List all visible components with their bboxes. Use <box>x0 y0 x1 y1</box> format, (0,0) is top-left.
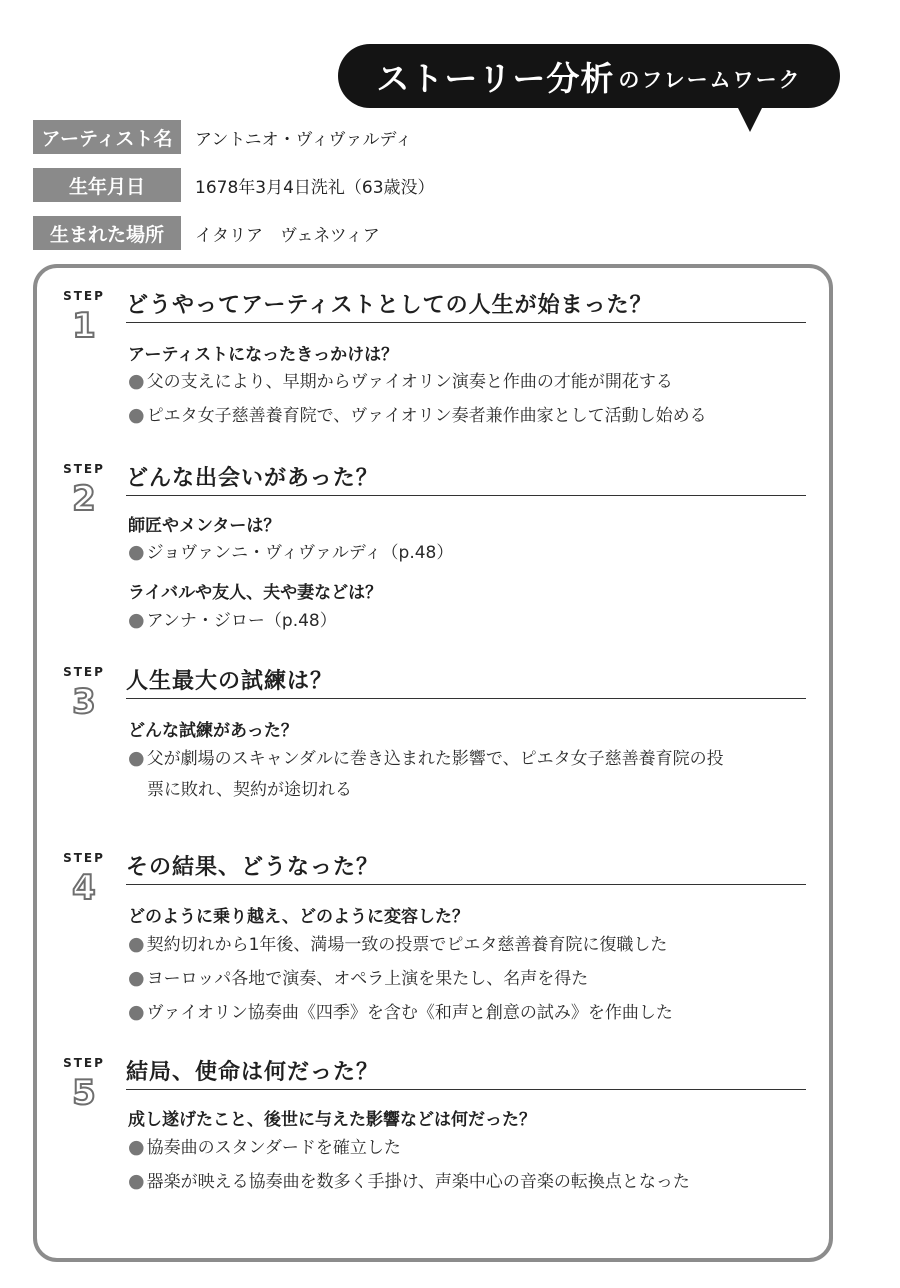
profile-value: アントニオ・ヴィヴァルディ <box>195 129 413 150</box>
profile-label: アーティスト名 <box>33 120 181 154</box>
step-question: 師匠やメンターは？ <box>128 516 281 536</box>
step-question: ライバルや友人、夫や妻などは？ <box>128 583 383 603</box>
bullet-icon: ● <box>128 967 145 989</box>
step-badge-icon <box>54 1051 118 1111</box>
step-heading: 人生最大の試練は？ <box>126 664 806 699</box>
list-item: ● アンナ・ジロー（p.48） <box>128 609 337 631</box>
profile-label: 生年月日 <box>33 168 181 202</box>
step-question: どのように乗り越え、どのように変容した？ <box>128 907 470 927</box>
bullet-icon: ● <box>128 609 145 631</box>
profile-row-birthplace <box>33 216 380 250</box>
profile-row-name <box>33 120 412 154</box>
profile-row-birthdate <box>33 168 435 202</box>
profile-value: イタリア ヴェネツィア <box>195 225 380 246</box>
bullet-icon: ● <box>128 370 145 392</box>
bullet-icon: ● <box>128 747 145 769</box>
list-item: ● 器楽が映える協奏曲を数多く手掛け、声楽中心の音楽の転換点となった <box>128 1170 690 1192</box>
step-question: 成し遂げたこと、後世に与えた影響などは何だった？ <box>128 1110 536 1130</box>
profile-value: 1678年3月4日洗礼（63歳没） <box>195 177 435 198</box>
bullet-icon: ● <box>128 1001 145 1023</box>
list-item: ● ピエタ女子慈善養育院で、ヴァイオリン奏者兼作曲家として活動し始める <box>128 404 707 426</box>
bullet-icon: ● <box>128 1170 145 1192</box>
list-item: ● 父の支えにより、早期からヴァイオリン演奏と作曲の才能が開花する <box>128 370 673 392</box>
step-badge-label: STEP <box>63 289 105 303</box>
list-item: ● ジョヴァンニ・ヴィヴァルディ（p.48） <box>128 541 454 563</box>
step-heading: その結果、どうなった？ <box>126 850 806 885</box>
step-badge-label: STEP <box>63 1056 105 1070</box>
page-title-bubble <box>338 44 840 108</box>
step-heading: どうやってアーティストとしての人生が始まった？ <box>126 288 806 323</box>
list-item: ● 父が劇場のスキャンダルに巻き込まれた影響で、ピエタ女子慈善養育院の投 票に敗れ、契約が途切れる <box>128 747 724 800</box>
step-number: 1 <box>72 306 96 344</box>
step-badge-label: STEP <box>63 665 105 679</box>
bullet-icon: ● <box>128 1136 145 1158</box>
step-heading: どんな出会いがあった？ <box>126 461 806 496</box>
list-item: ● 協奏曲のスタンダードを確立した <box>128 1136 401 1158</box>
step-badge-label: STEP <box>63 851 105 865</box>
list-item: ● ヨーロッパ各地で演奏、オペラ上演を果たし、名声を得た <box>128 967 589 989</box>
step-question: どんな試練があった？ <box>128 721 298 741</box>
step-number: 2 <box>72 479 96 517</box>
bullet-icon: ● <box>128 541 145 563</box>
step-number: 3 <box>72 682 96 720</box>
step-question: アーティストになったきっかけは？ <box>128 345 399 365</box>
step-badge-icon <box>54 846 118 906</box>
page-subtitle: のフレームワーク <box>618 68 802 92</box>
step-badge-label: STEP <box>63 462 105 476</box>
list-item: ● 契約切れから1年後、満場一致の投票でピエタ慈善養育院に復職した <box>128 933 668 955</box>
speech-bubble-tail <box>736 104 764 132</box>
step-badge-icon <box>54 660 118 720</box>
page-title: ストーリー分析 <box>376 58 615 98</box>
profile-label: 生まれた場所 <box>33 216 181 250</box>
step-number: 4 <box>72 868 96 906</box>
bullet-icon: ● <box>128 404 145 426</box>
list-item: ● ヴァイオリン協奏曲《四季》を含む《和声と創意の試み》を作曲した <box>128 1001 673 1023</box>
step-badge-icon <box>54 284 118 344</box>
bullet-icon: ● <box>128 933 145 955</box>
step-number: 5 <box>72 1073 96 1111</box>
step-badge-icon <box>54 457 118 517</box>
step-heading: 結局、使命は何だった？ <box>126 1055 806 1090</box>
